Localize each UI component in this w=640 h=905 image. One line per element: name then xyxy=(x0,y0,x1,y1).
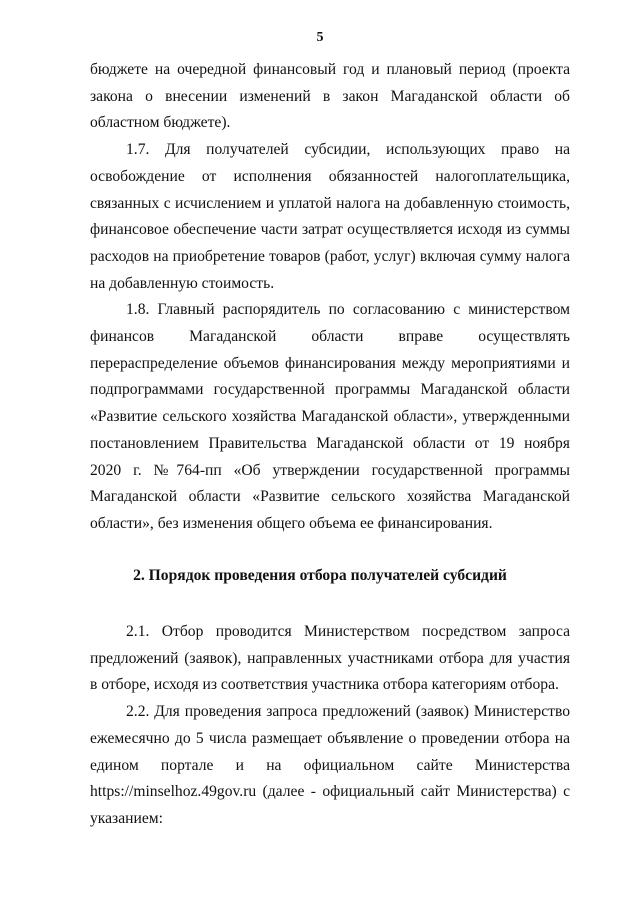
paragraph-2-1: 2.1. Отбор проводится Министерством посредством запроса предложений (заявок), направленных участниками отбора для участия в отборе, исходя из соответствия участника отбора категориям отбора. xyxy=(90,623,570,694)
page-number: 5 xyxy=(316,30,324,45)
paragraph-1-8: 1.8. Главный распорядитель по согласованию с министерством финансов Магаданской области вправе осуществлять перераспределение объемов финансирования между мероприятиями и подпрограммами государственной программы Магаданской области «Развитие сельского хозяйства Магаданской области», утвержденными постановлением Правительства Магаданской области от 19 ноября 2020 г. №764-пп «Об утверждении государственной программы Магаданской области «Развитие сельского хозяйства Магаданской области», без изменения общего объема ее финансирования. xyxy=(90,301,570,532)
paragraph-1-7: 1.7. Для получателей субсидии, использующих право на освобождение от исполнения обязанностей налогоплательщика, связанных с исчислением и уплатой налога на добавленную стоимость, финансовое обеспечение части затрат осуществляется исходя из суммы расходов на приобретение товаров (работ, услуг) включая сумму налога на добавленную стоимость. xyxy=(90,141,570,292)
paragraph-2-2: 2.2. Для проведения запроса предложений (заявок) Министерство ежемесячно до 5 числа размещает объявление о проведении отбора на едином портале и на официальном сайте Министерства https://minselhoz.49gov.ru (далее - официальный сайт Министерства) с указанием: xyxy=(90,703,570,827)
section-heading: 2. Порядок проведения отбора получателей субсидий xyxy=(133,567,507,584)
text-block-bottom xyxy=(90,619,570,833)
paragraph-continuation: бюджете на очередной финансовый год и плановый период (проекта закона о внесении изменений в закон Магаданской области об областном бюджете). xyxy=(90,61,570,132)
text-block-top xyxy=(90,57,570,538)
